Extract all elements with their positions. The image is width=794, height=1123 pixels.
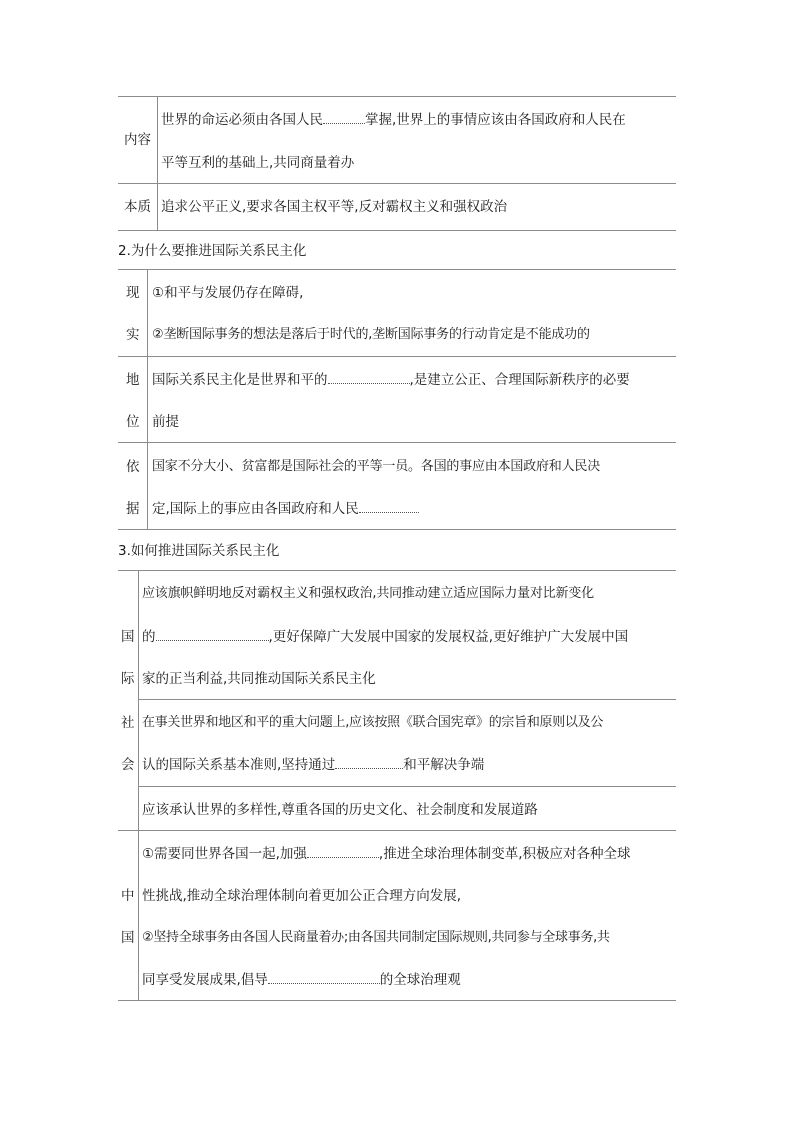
neirong-blank[interactable] <box>323 111 365 124</box>
xianshi-label-1: 现 <box>126 285 140 301</box>
yiju-line-2 <box>152 500 419 518</box>
rule-s2-col <box>147 269 148 529</box>
gjsh-r2-line-2a: 认的国际关系基本准则,坚持通过 <box>142 757 336 773</box>
rule-s3-top <box>118 570 676 571</box>
zhongguo-line-1b: ,推进全球治理体制变革,积极应对各种全球 <box>378 846 631 862</box>
gjsh-r1-line-2a: 的 <box>142 629 156 645</box>
section-3-heading: 3.如何推进国际关系民主化 <box>118 543 280 559</box>
gjsh-r2-line-2b: 和平解决争端 <box>403 757 485 773</box>
neirong-label: 内容 <box>124 132 151 148</box>
gjsh-r2-line-2 <box>142 756 484 774</box>
diwei-line-1a: 国际关系民主化是世界和平的 <box>152 372 328 388</box>
rule-s3-r1 <box>138 699 676 700</box>
zhongguo-line-4 <box>142 971 461 989</box>
rule-s1-bottom <box>118 230 676 231</box>
diwei-line-1b: ,是建立公正、合理国际新秩序的必要 <box>409 372 630 388</box>
rule-s3-bottom <box>118 1000 676 1001</box>
yiju-label-2: 据 <box>126 501 140 517</box>
rule-s1-mid <box>118 183 676 184</box>
yiju-line-2a: 定,国际上的事应由各国政府和人民 <box>152 501 359 517</box>
rule-top <box>118 96 676 97</box>
zhongguo-blank-1[interactable] <box>307 845 379 858</box>
zhongguo-line-4a: 同享受发展成果,倡导 <box>142 972 268 988</box>
rule-s2-bottom <box>118 529 676 530</box>
diwei-blank[interactable] <box>328 371 410 384</box>
rule-s3-mid <box>118 830 676 831</box>
rule-s3-col-upper <box>138 570 139 830</box>
zhongguo-label-1: 中 <box>121 888 135 904</box>
zhongguo-line-2: 性挑战,推动全球治理体制向着更加公正合理方向发展, <box>142 888 462 904</box>
diwei-label-1: 地 <box>126 372 140 388</box>
gjsh-r1-line-2b: ,更好保障广大发展中国家的发展权益,更好维护广大发展中国 <box>268 629 629 645</box>
yiju-label-1: 依 <box>126 459 140 475</box>
gjsh-label-1: 国 <box>121 629 135 645</box>
xianshi-line-1: ①和平与发展仍存在障碍, <box>152 285 304 301</box>
zhongguo-blank-2[interactable] <box>268 971 380 984</box>
benzhi-label: 本质 <box>124 199 151 215</box>
neirong-line-1 <box>161 111 626 129</box>
gjsh-label-3: 社 <box>121 715 135 731</box>
gjsh-label-2: 际 <box>121 671 135 687</box>
neirong-line-2: 平等互利的基础上,共同商量着办 <box>161 155 355 171</box>
gjsh-label-4: 会 <box>121 757 135 773</box>
rule-s3-r2 <box>138 786 676 787</box>
section-2-heading: 2.为什么要推进国际关系民主化 <box>118 243 307 259</box>
zhongguo-label-2: 国 <box>121 930 135 946</box>
gjsh-r2-line-1: 在事关世界和地区和平的重大问题上,应该按照《联合国宪章》的宗旨和原则以及公 <box>142 715 604 730</box>
xianshi-label-2: 实 <box>126 327 140 343</box>
rule-s2-top <box>118 269 676 270</box>
zhongguo-line-4b: 的全球治理观 <box>379 972 461 988</box>
zhongguo-line-1 <box>142 845 631 863</box>
yiju-line-1: 国家不分大小、贫富都是国际社会的平等一员。各国的事应由本国政府和人民决 <box>152 459 601 474</box>
gjsh-r1-line-1: 应该旗帜鲜明地反对霸权主义和强权政治,共同推动建立适应国际力量对比新变化 <box>142 586 594 601</box>
zhongguo-line-1a: ①需要同世界各国一起,加强 <box>142 846 307 862</box>
zhongguo-line-3: ②坚持全球事务由各国人民商量着办;由各国共同制定国际规则,共同参与全球事务,共 <box>142 930 610 945</box>
xianshi-line-2: ②垄断国际事务的想法是落后于时代的,垄断国际事务的行动肯定是不能成功的 <box>152 327 590 342</box>
rule-s2-r2 <box>118 442 676 443</box>
rule-s2-r1 <box>118 356 676 357</box>
gjsh-r1-blank[interactable] <box>156 628 269 641</box>
rule-s1-col <box>157 96 158 230</box>
neirong-line-1a: 世界的命运必须由各国人民 <box>161 112 323 128</box>
rule-s3-col-lower <box>138 830 139 1000</box>
yiju-blank[interactable] <box>359 500 419 513</box>
benzhi-text: 追求公平正义,要求各国主权平等,反对霸权主义和强权政治 <box>161 199 508 215</box>
gjsh-r2-blank[interactable] <box>335 756 403 769</box>
gjsh-r3-line-1: 应该承认世界的多样性,尊重各国的历史文化、社会制度和发展道路 <box>142 802 538 818</box>
neirong-line-1b: 掌握,世界上的事情应该由各国政府和人民在 <box>365 112 626 128</box>
diwei-line-1 <box>152 371 630 389</box>
gjsh-r1-line-2 <box>142 628 628 646</box>
diwei-line-2: 前提 <box>152 414 179 430</box>
diwei-label-2: 位 <box>126 414 140 430</box>
gjsh-r1-line-3: 家的正当利益,共同推动国际关系民主化 <box>142 671 376 687</box>
